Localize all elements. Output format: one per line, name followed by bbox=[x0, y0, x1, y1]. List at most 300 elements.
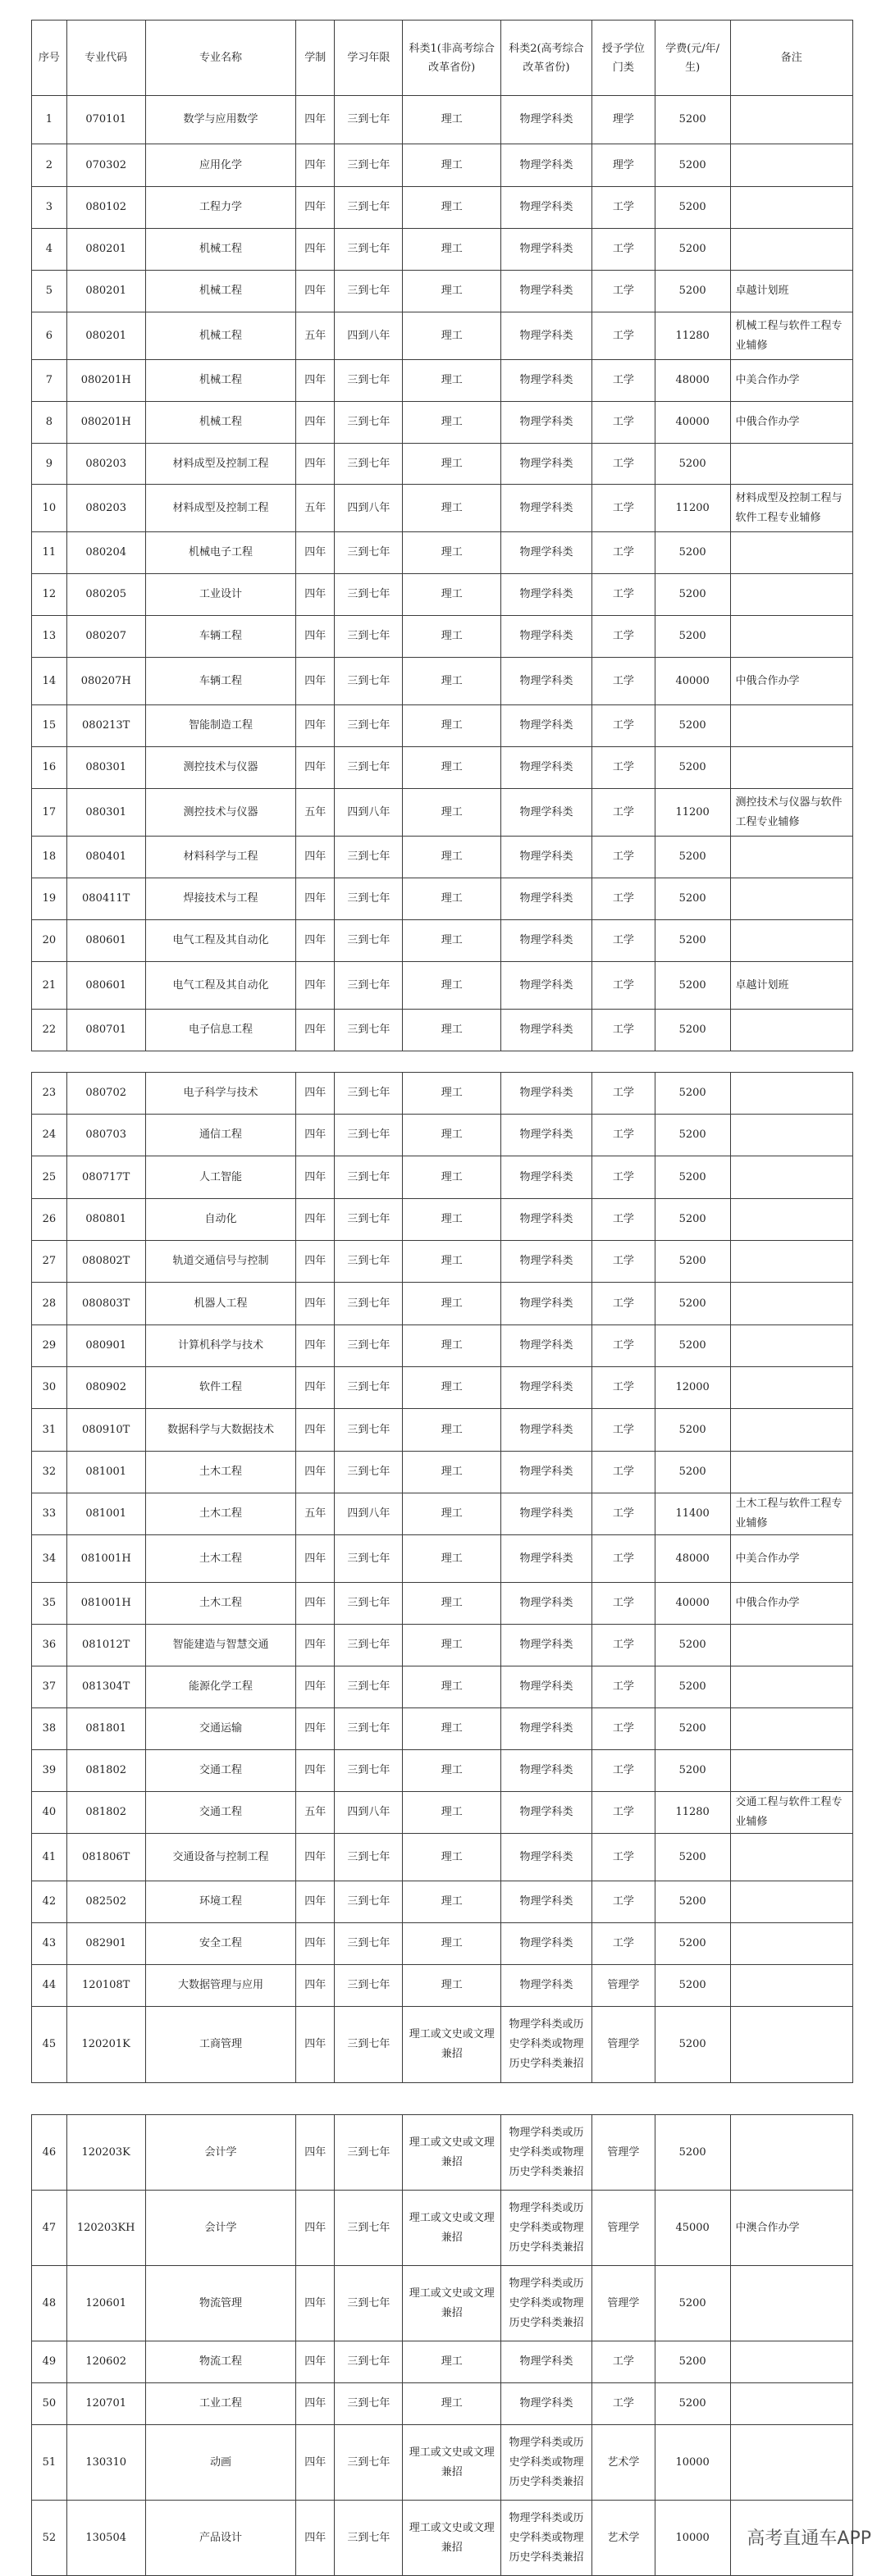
table-row bbox=[32, 1625, 853, 1666]
col-index: 4 bbox=[32, 229, 67, 271]
table-row bbox=[32, 1708, 853, 1750]
col-duration: 四年 bbox=[296, 2191, 335, 2266]
col-tuition: 11280 bbox=[655, 1792, 730, 1834]
col-category-1: 理工 bbox=[403, 1452, 501, 1493]
table-row bbox=[32, 1115, 853, 1156]
col-tuition: 48000 bbox=[655, 1535, 730, 1583]
col-category-1: 理工或文史或文理兼招 bbox=[403, 2007, 501, 2083]
col-name: 土木工程 bbox=[145, 1583, 296, 1625]
col-degree: 工学 bbox=[591, 1625, 655, 1666]
col-index: 38 bbox=[32, 1708, 67, 1750]
col-index: 32 bbox=[32, 1452, 67, 1493]
col-code: 080301 bbox=[66, 747, 145, 789]
col-category-2: 物理学科类 bbox=[500, 1708, 591, 1750]
col-name: 数据科学与大数据技术 bbox=[145, 1409, 296, 1452]
col-degree: 工学 bbox=[591, 1073, 655, 1115]
col-degree: 工学 bbox=[591, 2383, 655, 2425]
col-code: 081001 bbox=[66, 1452, 145, 1493]
col-years: 三到七年 bbox=[335, 187, 403, 229]
col-name: 大数据管理与应用 bbox=[145, 1965, 296, 2007]
col-index: 36 bbox=[32, 1625, 67, 1666]
table-row bbox=[32, 2341, 853, 2383]
col-duration: 四年 bbox=[296, 532, 335, 574]
col-name: 焊接技术与工程 bbox=[145, 878, 296, 920]
header-col-duration: 学制 bbox=[296, 21, 335, 96]
col-name: 会计学 bbox=[145, 2191, 296, 2266]
col-duration: 四年 bbox=[296, 1834, 335, 1881]
table-row bbox=[32, 271, 853, 312]
col-tuition: 5200 bbox=[655, 1409, 730, 1452]
col-degree: 工学 bbox=[591, 1493, 655, 1535]
col-remark: 材料成型及控制工程与软件工程专业辅修 bbox=[730, 485, 852, 532]
col-category-2: 物理学科类或历史学科类或物理历史学科类兼招 bbox=[500, 2501, 591, 2576]
col-category-1: 理工 bbox=[403, 229, 501, 271]
col-category-1: 理工 bbox=[403, 402, 501, 444]
col-tuition: 5200 bbox=[655, 2266, 730, 2341]
col-degree: 工学 bbox=[591, 2341, 655, 2383]
col-years: 三到七年 bbox=[335, 1241, 403, 1283]
table-row bbox=[32, 1325, 853, 1367]
col-degree: 工学 bbox=[591, 1325, 655, 1367]
col-remark bbox=[730, 1199, 852, 1241]
col-name: 测控技术与仪器 bbox=[145, 789, 296, 837]
col-duration: 四年 bbox=[296, 574, 335, 616]
col-tuition: 5200 bbox=[655, 616, 730, 658]
col-tuition: 5200 bbox=[655, 1625, 730, 1666]
col-degree: 工学 bbox=[591, 1792, 655, 1834]
col-code: 080201 bbox=[66, 312, 145, 360]
col-tuition: 5200 bbox=[655, 2383, 730, 2425]
col-remark bbox=[730, 444, 852, 485]
col-code: 080401 bbox=[66, 837, 145, 878]
col-years: 三到七年 bbox=[335, 1367, 403, 1409]
col-degree: 工学 bbox=[591, 616, 655, 658]
col-degree: 工学 bbox=[591, 187, 655, 229]
col-category-1: 理工 bbox=[403, 1493, 501, 1535]
col-years: 三到七年 bbox=[335, 1199, 403, 1241]
col-years: 四到八年 bbox=[335, 312, 403, 360]
col-category-1: 理工 bbox=[403, 962, 501, 1010]
table-row bbox=[32, 402, 853, 444]
col-tuition: 10000 bbox=[655, 2501, 730, 2576]
col-index: 22 bbox=[32, 1010, 67, 1051]
col-index: 37 bbox=[32, 1666, 67, 1708]
col-category-2: 物理学科类 bbox=[500, 1535, 591, 1583]
header-col-years: 学习年限 bbox=[335, 21, 403, 96]
col-index: 51 bbox=[32, 2425, 67, 2501]
col-degree: 工学 bbox=[591, 1409, 655, 1452]
col-duration: 四年 bbox=[296, 187, 335, 229]
col-years: 三到七年 bbox=[335, 271, 403, 312]
col-category-1: 理工 bbox=[403, 705, 501, 747]
col-name: 土木工程 bbox=[145, 1493, 296, 1535]
col-name: 工程力学 bbox=[145, 187, 296, 229]
col-tuition: 40000 bbox=[655, 658, 730, 705]
col-years: 三到七年 bbox=[335, 360, 403, 402]
col-years: 三到七年 bbox=[335, 144, 403, 187]
col-duration: 四年 bbox=[296, 2341, 335, 2383]
col-remark bbox=[730, 1881, 852, 1923]
col-degree: 工学 bbox=[591, 705, 655, 747]
col-tuition: 11280 bbox=[655, 312, 730, 360]
col-category-1: 理工 bbox=[403, 312, 501, 360]
col-years: 三到七年 bbox=[335, 1583, 403, 1625]
col-years: 三到七年 bbox=[335, 2007, 403, 2083]
col-duration: 四年 bbox=[296, 1535, 335, 1583]
col-remark bbox=[730, 1409, 852, 1452]
table-row bbox=[32, 1283, 853, 1325]
col-code: 080802T bbox=[66, 1241, 145, 1283]
col-category-2: 物理学科类 bbox=[500, 312, 591, 360]
col-remark: 交通工程与软件工程专业辅修 bbox=[730, 1792, 852, 1834]
col-index: 9 bbox=[32, 444, 67, 485]
col-duration: 四年 bbox=[296, 402, 335, 444]
col-tuition: 40000 bbox=[655, 1583, 730, 1625]
col-name: 机械工程 bbox=[145, 402, 296, 444]
col-name: 智能建造与智慧交通 bbox=[145, 1625, 296, 1666]
col-category-2: 物理学科类 bbox=[500, 789, 591, 837]
col-name: 机械电子工程 bbox=[145, 532, 296, 574]
header-col-tuition: 学费(元/年/生) bbox=[655, 21, 730, 96]
col-code: 120602 bbox=[66, 2341, 145, 2383]
col-name: 产品设计 bbox=[145, 2501, 296, 2576]
col-category-1: 理工 bbox=[403, 96, 501, 144]
col-name: 物流工程 bbox=[145, 2341, 296, 2383]
col-index: 52 bbox=[32, 2501, 67, 2576]
col-duration: 四年 bbox=[296, 1073, 335, 1115]
table-row bbox=[32, 2266, 853, 2341]
table-row bbox=[32, 1199, 853, 1241]
col-name: 软件工程 bbox=[145, 1367, 296, 1409]
col-category-2: 物理学科类 bbox=[500, 878, 591, 920]
col-tuition: 5200 bbox=[655, 2115, 730, 2191]
col-years: 三到七年 bbox=[335, 1923, 403, 1965]
col-remark bbox=[730, 96, 852, 144]
col-category-1: 理工 bbox=[403, 1325, 501, 1367]
col-category-2: 物理学科类 bbox=[500, 1834, 591, 1881]
col-remark: 中俄合作办学 bbox=[730, 1583, 852, 1625]
col-duration: 四年 bbox=[296, 1156, 335, 1199]
col-category-2: 物理学科类 bbox=[500, 360, 591, 402]
col-remark bbox=[730, 2383, 852, 2425]
table-row bbox=[32, 574, 853, 616]
col-code: 120201K bbox=[66, 2007, 145, 2083]
col-duration: 四年 bbox=[296, 1452, 335, 1493]
col-years: 三到七年 bbox=[335, 229, 403, 271]
col-degree: 工学 bbox=[591, 312, 655, 360]
col-years: 三到七年 bbox=[335, 1965, 403, 2007]
table-row bbox=[32, 1792, 853, 1834]
col-code: 080703 bbox=[66, 1115, 145, 1156]
col-tuition: 5200 bbox=[655, 1010, 730, 1051]
col-name: 工业设计 bbox=[145, 574, 296, 616]
col-code: 080201H bbox=[66, 360, 145, 402]
col-years: 三到七年 bbox=[335, 1156, 403, 1199]
col-years: 三到七年 bbox=[335, 837, 403, 878]
col-remark bbox=[730, 1325, 852, 1367]
col-code: 080207 bbox=[66, 616, 145, 658]
col-remark bbox=[730, 920, 852, 962]
col-degree: 工学 bbox=[591, 1241, 655, 1283]
table-row bbox=[32, 1156, 853, 1199]
col-category-1: 理工 bbox=[403, 1750, 501, 1792]
col-category-1: 理工 bbox=[403, 1073, 501, 1115]
col-tuition: 12000 bbox=[655, 1367, 730, 1409]
col-code: 080902 bbox=[66, 1367, 145, 1409]
col-category-1: 理工 bbox=[403, 1923, 501, 1965]
col-degree: 工学 bbox=[591, 229, 655, 271]
table-row bbox=[32, 360, 853, 402]
col-category-1: 理工 bbox=[403, 1199, 501, 1241]
col-degree: 管理学 bbox=[591, 2007, 655, 2083]
col-index: 39 bbox=[32, 1750, 67, 1792]
watermark-text: 高考直通车APP bbox=[747, 2528, 871, 2549]
col-code: 080207H bbox=[66, 658, 145, 705]
col-years: 三到七年 bbox=[335, 705, 403, 747]
col-index: 34 bbox=[32, 1535, 67, 1583]
table-part-1 bbox=[31, 20, 853, 1051]
col-remark bbox=[730, 574, 852, 616]
col-degree: 工学 bbox=[591, 444, 655, 485]
col-code: 080204 bbox=[66, 532, 145, 574]
col-duration: 四年 bbox=[296, 616, 335, 658]
col-category-2: 物理学科类 bbox=[500, 144, 591, 187]
col-category-2: 物理学科类或历史学科类或物理历史学科类兼招 bbox=[500, 2007, 591, 2083]
col-name: 能源化学工程 bbox=[145, 1666, 296, 1708]
col-code: 070302 bbox=[66, 144, 145, 187]
col-category-1: 理工 bbox=[403, 1535, 501, 1583]
col-tuition: 48000 bbox=[655, 360, 730, 402]
col-duration: 四年 bbox=[296, 1283, 335, 1325]
col-name: 交通设备与控制工程 bbox=[145, 1834, 296, 1881]
col-index: 48 bbox=[32, 2266, 67, 2341]
col-code: 082901 bbox=[66, 1923, 145, 1965]
col-remark bbox=[730, 1283, 852, 1325]
col-category-1: 理工 bbox=[403, 789, 501, 837]
col-name: 环境工程 bbox=[145, 1881, 296, 1923]
col-degree: 理学 bbox=[591, 96, 655, 144]
table-row bbox=[32, 1241, 853, 1283]
col-remark bbox=[730, 837, 852, 878]
col-duration: 四年 bbox=[296, 747, 335, 789]
col-years: 三到七年 bbox=[335, 1535, 403, 1583]
col-duration: 四年 bbox=[296, 1367, 335, 1409]
col-code: 080203 bbox=[66, 485, 145, 532]
col-degree: 工学 bbox=[591, 658, 655, 705]
col-category-2: 物理学科类 bbox=[500, 1965, 591, 2007]
col-remark bbox=[730, 1241, 852, 1283]
col-category-1: 理工 bbox=[403, 271, 501, 312]
col-category-2: 物理学科类 bbox=[500, 1115, 591, 1156]
col-name: 通信工程 bbox=[145, 1115, 296, 1156]
col-years: 三到七年 bbox=[335, 2341, 403, 2383]
table-row bbox=[32, 2501, 853, 2576]
col-years: 三到七年 bbox=[335, 1115, 403, 1156]
col-code: 081001H bbox=[66, 1535, 145, 1583]
col-years: 四到八年 bbox=[335, 1493, 403, 1535]
col-duration: 五年 bbox=[296, 789, 335, 837]
col-code: 082502 bbox=[66, 1881, 145, 1923]
col-degree: 工学 bbox=[591, 920, 655, 962]
col-category-1: 理工 bbox=[403, 1792, 501, 1834]
col-category-2: 物理学科类 bbox=[500, 485, 591, 532]
col-index: 12 bbox=[32, 574, 67, 616]
col-remark bbox=[730, 2115, 852, 2191]
col-tuition: 5200 bbox=[655, 2341, 730, 2383]
col-name: 工业工程 bbox=[145, 2383, 296, 2425]
col-duration: 五年 bbox=[296, 312, 335, 360]
col-degree: 工学 bbox=[591, 1583, 655, 1625]
col-duration: 四年 bbox=[296, 2266, 335, 2341]
col-remark bbox=[730, 1965, 852, 2007]
col-category-2: 物理学科类 bbox=[500, 1666, 591, 1708]
col-code: 130310 bbox=[66, 2425, 145, 2501]
table-row bbox=[32, 1535, 853, 1583]
col-tuition: 5200 bbox=[655, 187, 730, 229]
col-index: 41 bbox=[32, 1834, 67, 1881]
col-remark bbox=[730, 144, 852, 187]
col-duration: 四年 bbox=[296, 1625, 335, 1666]
col-name: 交通工程 bbox=[145, 1750, 296, 1792]
col-tuition: 5200 bbox=[655, 2007, 730, 2083]
table-row bbox=[32, 2115, 853, 2191]
col-years: 三到七年 bbox=[335, 1010, 403, 1051]
table-row bbox=[32, 837, 853, 878]
col-name: 机械工程 bbox=[145, 360, 296, 402]
col-code: 081001 bbox=[66, 1493, 145, 1535]
col-degree: 艺术学 bbox=[591, 2501, 655, 2576]
col-remark bbox=[730, 1073, 852, 1115]
col-index: 14 bbox=[32, 658, 67, 705]
col-years: 三到七年 bbox=[335, 444, 403, 485]
col-index: 11 bbox=[32, 532, 67, 574]
col-duration: 四年 bbox=[296, 658, 335, 705]
col-category-1: 理工 bbox=[403, 485, 501, 532]
col-remark: 中澳合作办学 bbox=[730, 2191, 852, 2266]
col-category-2: 物理学科类 bbox=[500, 1452, 591, 1493]
col-remark bbox=[730, 1923, 852, 1965]
col-tuition: 5200 bbox=[655, 1156, 730, 1199]
table-row bbox=[32, 1965, 853, 2007]
col-years: 三到七年 bbox=[335, 1666, 403, 1708]
header-col-category-2: 科类2(高考综合改革省份) bbox=[500, 21, 591, 96]
col-code: 080201H bbox=[66, 402, 145, 444]
col-code: 081304T bbox=[66, 1666, 145, 1708]
col-degree: 工学 bbox=[591, 747, 655, 789]
col-category-1: 理工或文史或文理兼招 bbox=[403, 2191, 501, 2266]
col-years: 三到七年 bbox=[335, 2383, 403, 2425]
col-degree: 工学 bbox=[591, 1708, 655, 1750]
col-code: 080901 bbox=[66, 1325, 145, 1367]
col-remark: 测控技术与仪器与软件工程专业辅修 bbox=[730, 789, 852, 837]
header-col-remark: 备注 bbox=[730, 21, 852, 96]
table-row bbox=[32, 878, 853, 920]
table-row bbox=[32, 747, 853, 789]
col-category-1: 理工 bbox=[403, 2383, 501, 2425]
col-category-2: 物理学科类 bbox=[500, 1923, 591, 1965]
table-row bbox=[32, 1923, 853, 1965]
col-code: 080801 bbox=[66, 1199, 145, 1241]
col-years: 三到七年 bbox=[335, 962, 403, 1010]
col-years: 三到七年 bbox=[335, 402, 403, 444]
col-code: 080910T bbox=[66, 1409, 145, 1452]
col-index: 35 bbox=[32, 1583, 67, 1625]
table-row bbox=[32, 1666, 853, 1708]
table-row bbox=[32, 1452, 853, 1493]
table-row bbox=[32, 312, 853, 360]
table-row bbox=[32, 1409, 853, 1452]
col-degree: 工学 bbox=[591, 1834, 655, 1881]
col-category-2: 物理学科类 bbox=[500, 658, 591, 705]
col-category-1: 理工 bbox=[403, 920, 501, 962]
col-years: 三到七年 bbox=[335, 96, 403, 144]
col-category-2: 物理学科类 bbox=[500, 1367, 591, 1409]
header-col-degree: 授予学位门类 bbox=[591, 21, 655, 96]
col-tuition: 10000 bbox=[655, 2425, 730, 2501]
col-code: 120203K bbox=[66, 2115, 145, 2191]
col-years: 三到七年 bbox=[335, 747, 403, 789]
col-duration: 四年 bbox=[296, 2115, 335, 2191]
col-index: 40 bbox=[32, 1792, 67, 1834]
table-row bbox=[32, 2191, 853, 2266]
col-category-1: 理工 bbox=[403, 187, 501, 229]
col-category-2: 物理学科类 bbox=[500, 1625, 591, 1666]
table-row bbox=[32, 96, 853, 144]
col-name: 电子科学与技术 bbox=[145, 1073, 296, 1115]
col-index: 29 bbox=[32, 1325, 67, 1367]
col-degree: 工学 bbox=[591, 1367, 655, 1409]
col-tuition: 5200 bbox=[655, 1965, 730, 2007]
table-row bbox=[32, 1834, 853, 1881]
col-duration: 四年 bbox=[296, 1666, 335, 1708]
col-category-1: 理工或文史或文理兼招 bbox=[403, 2266, 501, 2341]
col-remark bbox=[730, 747, 852, 789]
col-category-2: 物理学科类 bbox=[500, 1010, 591, 1051]
col-category-2: 物理学科类 bbox=[500, 1881, 591, 1923]
col-category-2: 物理学科类 bbox=[500, 1409, 591, 1452]
col-category-2: 物理学科类 bbox=[500, 271, 591, 312]
col-category-1: 理工 bbox=[403, 574, 501, 616]
table-row bbox=[32, 2383, 853, 2425]
col-tuition: 45000 bbox=[655, 2191, 730, 2266]
col-tuition: 5200 bbox=[655, 1283, 730, 1325]
col-tuition: 5200 bbox=[655, 705, 730, 747]
col-remark bbox=[730, 1010, 852, 1051]
col-index: 30 bbox=[32, 1367, 67, 1409]
col-duration: 四年 bbox=[296, 271, 335, 312]
col-degree: 工学 bbox=[591, 837, 655, 878]
col-index: 2 bbox=[32, 144, 67, 187]
col-category-2: 物理学科类 bbox=[500, 1241, 591, 1283]
col-index: 13 bbox=[32, 616, 67, 658]
col-remark bbox=[730, 1452, 852, 1493]
col-duration: 四年 bbox=[296, 1241, 335, 1283]
col-duration: 五年 bbox=[296, 1493, 335, 1535]
col-category-2: 物理学科类 bbox=[500, 1792, 591, 1834]
col-index: 20 bbox=[32, 920, 67, 962]
col-index: 49 bbox=[32, 2341, 67, 2383]
col-category-1: 理工 bbox=[403, 1283, 501, 1325]
col-name: 材料科学与工程 bbox=[145, 837, 296, 878]
col-code: 081012T bbox=[66, 1625, 145, 1666]
col-duration: 四年 bbox=[296, 1325, 335, 1367]
table-row bbox=[32, 1881, 853, 1923]
col-name: 数学与应用数学 bbox=[145, 96, 296, 144]
col-name: 电气工程及其自动化 bbox=[145, 962, 296, 1010]
col-remark bbox=[730, 1625, 852, 1666]
col-category-2: 物理学科类 bbox=[500, 444, 591, 485]
header-col-name: 专业名称 bbox=[145, 21, 296, 96]
